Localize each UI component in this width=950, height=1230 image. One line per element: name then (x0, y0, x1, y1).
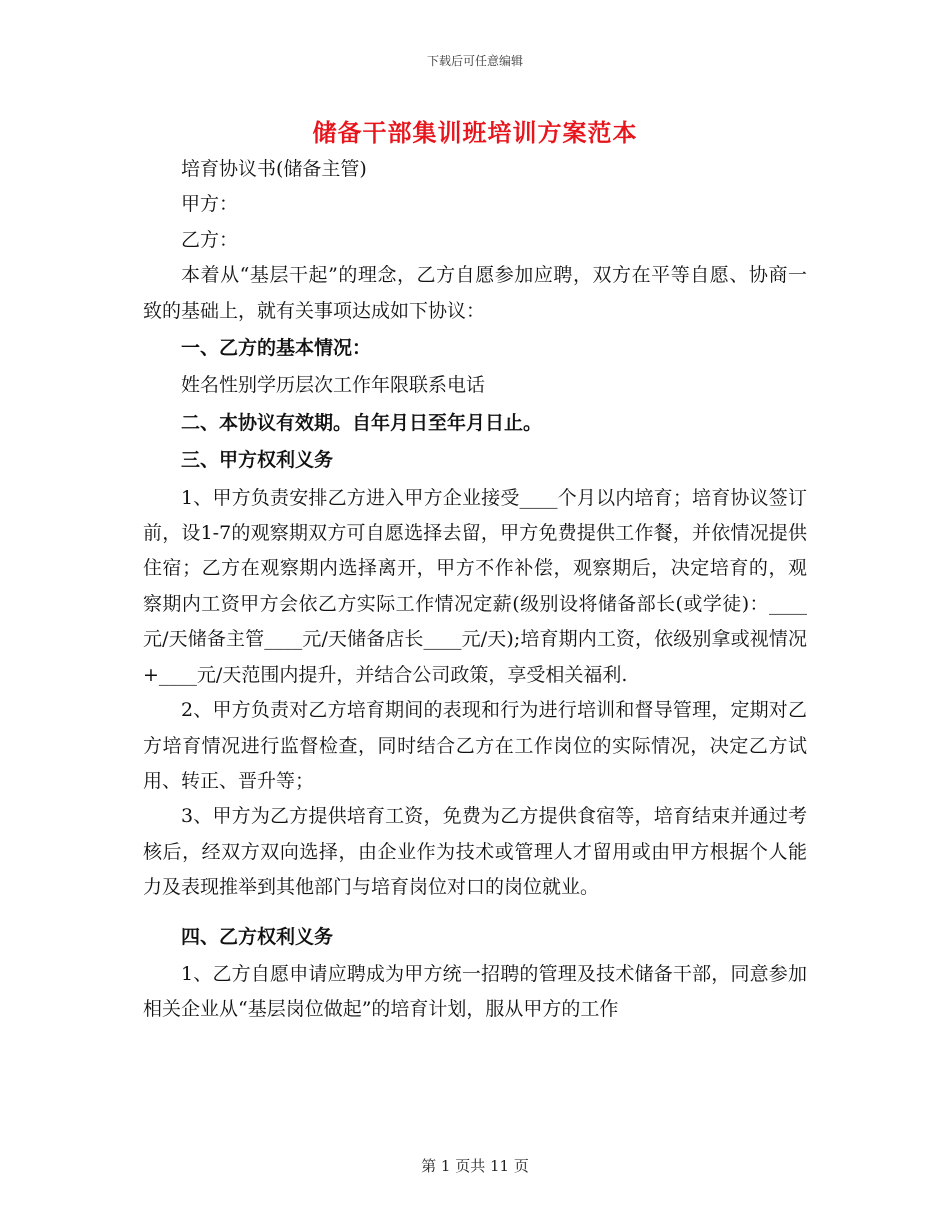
heading-section-3: 三、甲方权利义务 (181, 449, 334, 472)
paragraph-agreement-name: 培育协议书(储备主管) (181, 158, 367, 180)
header-note: 下载后可任意编辑 (426, 54, 523, 68)
paragraph-party-b: 乙方： (181, 228, 239, 251)
heading-section-4: 四、乙方权利义务 (181, 925, 334, 948)
document-body (143, 152, 807, 1028)
paragraph-4-1: 1、乙方自愿申请应聘成为甲方统一招聘的管理及技术储备干部，同意参加相关企业从“基层岗位做起”的培育计划，服从甲方的工作 (143, 962, 807, 1021)
paragraph-3-2: 2、甲方负责对乙方培育期间的表现和行为进行培训和督导管理，定期对乙方培育情况进行监督检查，同时结合乙方在工作岗位的实际情况，决定乙方试用、转正、晋升等； (143, 699, 807, 792)
paragraph-3-1: 1、甲方负责安排乙方进入甲方企业接受____个月以内培育；培育协议签订前，设1-7的观察期双方可自愿选择去留，甲方免费提供工作餐，并依情况提供住宿；乙方在观察期内选择离开，甲方不作补偿，观察期后，决定培育的，观察期内工资甲方会依乙方实际工作情况定薪(级别设将储备部长(或学徒)：____元/天储备主管____元/天储备店长____元/天);培育期内工资，依级别拿或视情况+____元/天范围内提升，并结合公司政策，享受相关福利. (143, 486, 807, 686)
paragraph-basic-info: 姓名性别学历层次工作年限联系电话 (181, 374, 486, 397)
paragraph-party-a: 甲方： (181, 193, 239, 216)
paragraph-preamble: 本着从“基层干起”的理念，乙方自愿参加应聘，双方在平等自愿、协商一致的基础上，就有关事项达成如下协议： (143, 264, 807, 322)
page-footer: 第 1 页共 11 页 (421, 1157, 529, 1175)
document-title: 储备干部集训班培训方案范本 (312, 118, 638, 147)
heading-section-2: 二、本协议有效期。自年月日至年月日止。 (181, 411, 543, 434)
paragraph-3-3: 3、甲方为乙方提供培育工资，免费为乙方提供食宿等，培育结束并通过考核后，经双方双向选择，由企业作为技术或管理人才留用或由甲方根据个人能力及表现推举到其他部门与培育岗位对口的岗位就业。 (143, 805, 807, 899)
heading-section-1: 一、乙方的基本情况： (181, 337, 372, 360)
